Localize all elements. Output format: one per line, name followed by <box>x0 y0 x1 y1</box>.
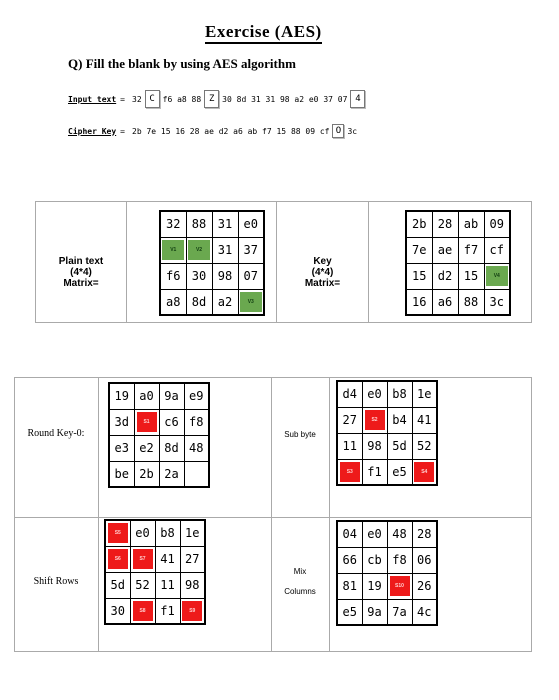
matrix-row <box>337 573 437 599</box>
matrix-row <box>109 435 209 461</box>
matrix-cell: 3d <box>109 409 134 435</box>
matrix-cell: f1 <box>155 598 180 624</box>
matrix-cell: 32 <box>160 211 186 237</box>
blank-marker: S7 <box>133 549 153 569</box>
matrix-cell: f7 <box>458 237 484 263</box>
matrix-cell: 1e <box>180 520 205 546</box>
matrix-blank-cell <box>105 520 130 546</box>
matrix-cell: 9a <box>159 383 184 409</box>
matrix-cell: a0 <box>134 383 159 409</box>
matrix-cell: e0 <box>362 381 387 407</box>
matrix-cell: ab <box>458 211 484 237</box>
matrix-cell: 19 <box>109 383 134 409</box>
matrix-cell: 52 <box>130 572 155 598</box>
matrix-row <box>160 289 264 315</box>
blank-marker: S2 <box>365 410 385 430</box>
matrix-cell: b8 <box>387 381 412 407</box>
input-blank-box: C <box>145 90 160 108</box>
matrix-cell: e5 <box>387 459 412 485</box>
matrix-cell: 41 <box>155 546 180 572</box>
matrix-cell: 48 <box>184 435 209 461</box>
matrix-row <box>337 521 437 547</box>
matrix-cell: 30 <box>186 263 212 289</box>
matrix-cell: f1 <box>362 459 387 485</box>
blank-marker: S1 <box>137 412 157 432</box>
blank-marker: V4 <box>486 266 508 286</box>
matrix-cell: cf <box>484 237 510 263</box>
matrix-blank-cell <box>105 546 130 572</box>
blank-marker: S4 <box>414 462 434 482</box>
sub-byte-label: Sub byte <box>284 430 316 439</box>
matrix-cell: e3 <box>109 435 134 461</box>
matrix-cell: d2 <box>432 263 458 289</box>
matrix-cell: 2b <box>134 461 159 487</box>
matrix-cell: ae <box>432 237 458 263</box>
matrix-cell: a8 <box>160 289 186 315</box>
bottom-table-divider <box>329 377 330 652</box>
matrix-row <box>337 459 437 485</box>
matrix-cell: 27 <box>337 407 362 433</box>
matrix-blank-cell <box>186 237 212 263</box>
matrix-cell: 8d <box>186 289 212 315</box>
matrix-cell: e0 <box>362 521 387 547</box>
matrix-cell: a2 <box>212 289 238 315</box>
matrix-cell: 11 <box>155 572 180 598</box>
matrix-cell: 88 <box>458 289 484 315</box>
matrix-cell: 31 <box>212 211 238 237</box>
matrix-cell: 98 <box>180 572 205 598</box>
matrix-row <box>337 381 437 407</box>
matrix-cell: d4 <box>337 381 362 407</box>
key-blank-box: O <box>332 124 344 138</box>
shift-rows-matrix <box>104 519 206 625</box>
matrix-row <box>109 409 209 435</box>
matrix-cell: 88 <box>186 211 212 237</box>
cipher-key-part: 3c <box>347 126 358 136</box>
mix-columns-label: Mix Columns <box>284 567 316 596</box>
matrix-cell: 2a <box>159 461 184 487</box>
matrix-row <box>109 461 209 487</box>
matrix-row <box>105 520 205 546</box>
cipher-key-equals: = <box>120 126 125 136</box>
matrix-blank-cell <box>412 459 437 485</box>
key-matrix-label: Key (4*4) Matrix= <box>304 256 341 289</box>
input-text-label: Input text <box>68 94 117 104</box>
matrix-cell: e9 <box>184 383 209 409</box>
matrix-blank-cell <box>362 407 387 433</box>
matrix-cell: 07 <box>238 263 264 289</box>
bottom-table-divider <box>271 377 272 652</box>
matrix-cell: cb <box>362 547 387 573</box>
matrix-row <box>406 263 510 289</box>
top-table-divider <box>126 201 127 323</box>
input-text-part: 32 <box>132 94 142 104</box>
matrix-blank-cell <box>180 598 205 624</box>
sub-byte-matrix <box>336 380 438 486</box>
matrix-cell: a6 <box>432 289 458 315</box>
matrix-row <box>337 407 437 433</box>
matrix-cell: 3c <box>484 289 510 315</box>
blank-marker: S6 <box>108 549 128 569</box>
matrix-row <box>337 599 437 625</box>
question-text: Q) Fill the blank by using AES algorithm <box>68 56 296 71</box>
matrix-row <box>160 263 264 289</box>
input-text-part: 30 8d 31 31 98 a2 e0 37 07 <box>222 94 348 104</box>
round-key-0-matrix <box>108 382 210 488</box>
matrix-blank-cell <box>160 237 186 263</box>
matrix-cell: 81 <box>337 573 362 599</box>
matrix-row <box>105 546 205 572</box>
matrix-row <box>105 598 205 624</box>
matrix-row <box>406 237 510 263</box>
matrix-blank-cell <box>484 263 510 289</box>
plain-matrix-label: Plain text (4*4) Matrix= <box>58 256 104 289</box>
matrix-row <box>406 211 510 237</box>
blank-marker: V2 <box>188 240 210 260</box>
blank-marker: S10 <box>390 576 410 596</box>
matrix-cell: 15 <box>458 263 484 289</box>
matrix-cell: b8 <box>155 520 180 546</box>
key-matrix <box>405 210 511 316</box>
matrix-cell: 16 <box>406 289 432 315</box>
matrix-row <box>105 572 205 598</box>
matrix-cell: 8d <box>159 435 184 461</box>
matrix-cell: 06 <box>412 547 437 573</box>
input-text-part: f6 a8 88 <box>162 94 202 104</box>
matrix-cell: be <box>109 461 134 487</box>
bottom-table-divider <box>14 517 532 518</box>
matrix-blank-cell <box>238 289 264 315</box>
blank-marker: S3 <box>340 462 360 482</box>
matrix-cell: 1e <box>412 381 437 407</box>
matrix-cell: 30 <box>105 598 130 624</box>
matrix-cell: 37 <box>238 237 264 263</box>
matrix-cell: 19 <box>362 573 387 599</box>
blank-marker: S8 <box>133 601 153 621</box>
matrix-cell: 2b <box>406 211 432 237</box>
matrix-row <box>160 237 264 263</box>
blank-marker: S9 <box>182 601 202 621</box>
matrix-cell: f6 <box>160 263 186 289</box>
matrix-cell: 28 <box>412 521 437 547</box>
bottom-table-divider <box>98 377 99 652</box>
matrix-cell: 48 <box>387 521 412 547</box>
matrix-cell: 27 <box>180 546 205 572</box>
matrix-cell: b4 <box>387 407 412 433</box>
matrix-cell: 52 <box>412 433 437 459</box>
matrix-cell: 41 <box>412 407 437 433</box>
plain-text-matrix <box>159 210 265 316</box>
matrix-cell: 04 <box>337 521 362 547</box>
matrix-blank-cell <box>387 573 412 599</box>
cipher-key-line <box>68 124 360 138</box>
matrix-cell: e2 <box>134 435 159 461</box>
matrix-cell: 09 <box>484 211 510 237</box>
shift-rows-label: Shift Rows <box>33 576 79 587</box>
matrix-cell: c6 <box>159 409 184 435</box>
matrix-blank-cell <box>337 459 362 485</box>
round-key-label: Round Key-0: <box>27 428 85 439</box>
matrix-cell: 9a <box>362 599 387 625</box>
matrix-cell: 15 <box>406 263 432 289</box>
matrix-cell <box>184 461 209 487</box>
matrix-row <box>337 433 437 459</box>
matrix-cell: e0 <box>130 520 155 546</box>
matrix-cell: 28 <box>432 211 458 237</box>
matrix-cell: 26 <box>412 573 437 599</box>
matrix-blank-cell <box>134 409 159 435</box>
mix-columns-matrix <box>336 520 438 626</box>
matrix-cell: 4c <box>412 599 437 625</box>
matrix-cell: 5d <box>387 433 412 459</box>
matrix-row <box>406 289 510 315</box>
matrix-cell: f8 <box>184 409 209 435</box>
blank-marker: V3 <box>240 292 262 312</box>
blank-marker: V1 <box>162 240 184 260</box>
input-text-equals: = <box>120 94 125 104</box>
matrix-cell: 66 <box>337 547 362 573</box>
matrix-row <box>109 383 209 409</box>
top-table-divider <box>368 201 369 323</box>
matrix-cell: f8 <box>387 547 412 573</box>
matrix-cell: 11 <box>337 433 362 459</box>
matrix-cell: 98 <box>212 263 238 289</box>
matrix-cell: 5d <box>105 572 130 598</box>
matrix-row <box>337 547 437 573</box>
matrix-cell: 7a <box>387 599 412 625</box>
input-blank-box: Z <box>204 90 219 108</box>
bottom-table-frame <box>14 377 532 652</box>
matrix-cell: e5 <box>337 599 362 625</box>
cipher-key-part: 2b 7e 15 16 28 ae d2 a6 ab f7 15 88 09 cf <box>132 126 330 136</box>
page-title: Exercise (AES) <box>205 22 322 44</box>
cipher-key-label: Cipher Key <box>68 126 117 136</box>
matrix-blank-cell <box>130 598 155 624</box>
matrix-cell: 98 <box>362 433 387 459</box>
input-text-line <box>68 90 365 108</box>
matrix-cell: e0 <box>238 211 264 237</box>
matrix-cell: 7e <box>406 237 432 263</box>
matrix-cell: 31 <box>212 237 238 263</box>
input-blank-box: 4 <box>350 90 365 108</box>
blank-marker: S5 <box>108 523 128 543</box>
matrix-row <box>160 211 264 237</box>
matrix-blank-cell <box>130 546 155 572</box>
